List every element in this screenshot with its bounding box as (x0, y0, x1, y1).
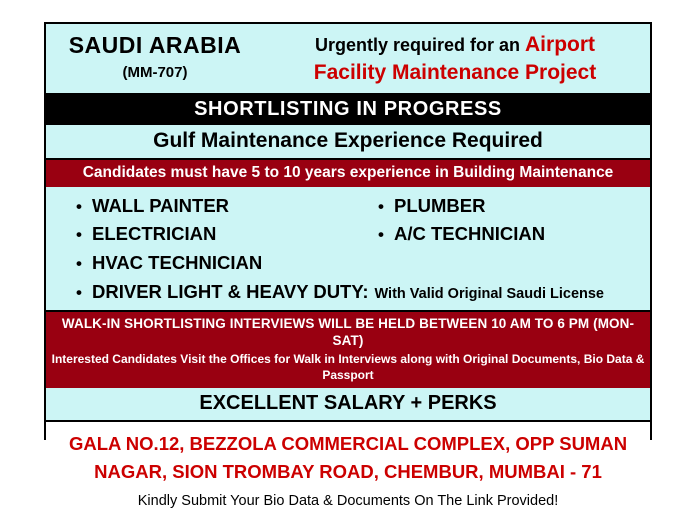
job-positions-section (46, 187, 650, 312)
walkin-schedule-text: WALK-IN SHORTLISTING INTERVIEWS WILL BE HELD BETWEEN 10 AM TO 6 PM (MON-SAT) (61, 315, 635, 349)
list-item (46, 279, 650, 306)
walkin-instructions-text: Interested Candidates Visit the Offices for Walk in Interviews along with Original Documents, Bio Data & Passport (51, 351, 645, 383)
job-title: HVAC TECHNICIAN (92, 252, 263, 274)
experience-requirement-bar: Gulf Maintenance Experience Required (46, 125, 650, 160)
list-item (76, 250, 348, 277)
walkin-interview-block (46, 312, 650, 388)
shortlisting-status-bar: SHORTLISTING IN PROGRESS (46, 95, 650, 125)
job-title: ELECTRICIAN (92, 223, 217, 245)
job-title: WALL PAINTER (92, 194, 230, 216)
job-advertisement-poster (44, 22, 652, 509)
bullet-icon: • (76, 282, 82, 302)
salary-bar: EXCELLENT SALARY + PERKS (46, 388, 650, 422)
project-title-text: Facility Maintenance Project (313, 61, 597, 85)
office-address-block (46, 422, 650, 514)
list-item (378, 221, 650, 248)
address-line-1: GALA NO.12, BEZZOLA COMMERCIAL COMPLEX, OPP SUMAN (68, 433, 628, 455)
job-title: PLUMBER (394, 194, 486, 216)
list-item (378, 193, 650, 220)
airport-highlight-text: Airport (525, 33, 596, 56)
bullet-icon: • (76, 225, 82, 245)
list-item (76, 193, 348, 220)
address-line-2: NAGAR, SION TROMBAY ROAD, CHEMBUR, MUMBAI - 71 (94, 460, 602, 482)
urgent-requirement-line (264, 32, 646, 58)
bullet-icon: • (76, 196, 82, 216)
submission-note: Kindly Submit Your Bio Data & Documents On The Link Provided! (137, 492, 559, 509)
poster-header (46, 24, 650, 95)
list-item (76, 221, 348, 248)
job-title: A/C TECHNICIAN (394, 223, 546, 245)
job-positions-grid (46, 193, 650, 279)
bullet-icon: • (76, 254, 82, 274)
header-country-block (46, 28, 264, 87)
urgent-prefix-text: Urgently required for an (314, 35, 526, 55)
job-license-note: With Valid Original Saudi License (374, 285, 605, 302)
bullet-icon: • (378, 196, 384, 216)
job-column-left (46, 193, 348, 279)
candidate-criteria-bar: Candidates must have 5 to 10 years experience in Building Maintenance (46, 160, 650, 187)
bullet-icon: • (378, 225, 384, 245)
header-title-block (264, 28, 650, 87)
job-column-right (348, 193, 650, 279)
country-name: SAUDI ARABIA (68, 32, 242, 58)
job-title: DRIVER LIGHT & HEAVY DUTY: (92, 280, 369, 302)
job-code: (MM-707) (122, 64, 188, 82)
